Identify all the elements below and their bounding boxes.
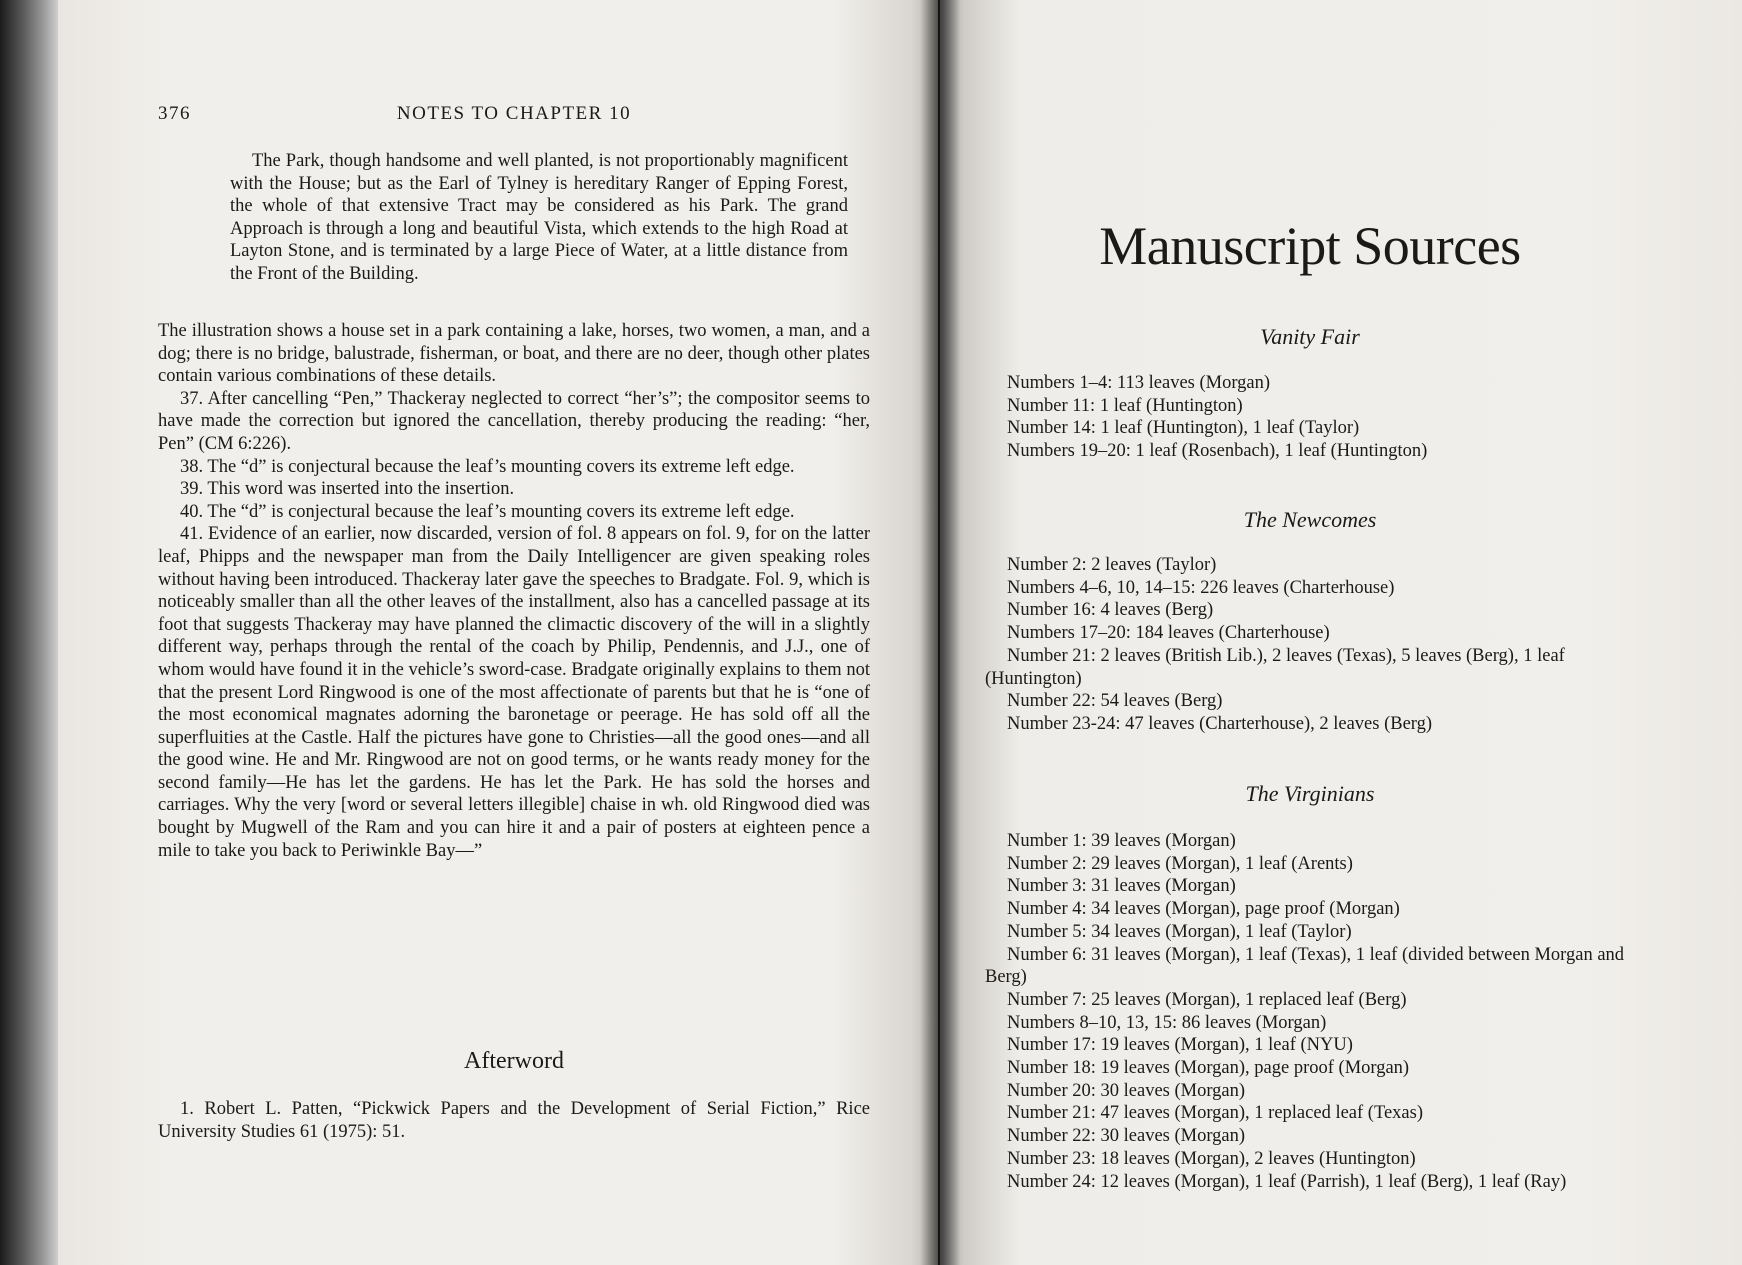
list-item: Number 14: 1 leaf (Huntington), 1 leaf (Taylor) — [1007, 418, 1360, 439]
list-item: Numbers 8–10, 13, 15: 86 leaves (Morgan) — [1007, 1012, 1327, 1033]
list-item: Number 3: 31 leaves (Morgan) — [1007, 876, 1236, 897]
list-item: Number 24: 12 leaves (Morgan), 1 leaf (Parrish), 1 leaf (Berg), 1 leaf (Ray) — [1007, 1171, 1567, 1192]
virginians-list — [985, 830, 1640, 1193]
list-item: Number 22: 54 leaves (Berg) — [1007, 691, 1223, 712]
newcomes-list — [985, 554, 1640, 736]
list-item: Numbers 4–6, 10, 14–15: 226 leaves (Charterhouse) — [1007, 577, 1395, 598]
list-item: Number 1: 39 leaves (Morgan) — [1007, 831, 1236, 851]
list-item: Number 23: 18 leaves (Morgan), 2 leaves (Huntington) — [1007, 1148, 1416, 1169]
afterword-heading: Afterword — [464, 1048, 564, 1074]
list-item: Number 17: 19 leaves (Morgan), 1 leaf (NYU) — [1007, 1035, 1353, 1056]
page-number: 376 — [158, 103, 191, 124]
list-item: Number 6: 31 leaves (Morgan), 1 leaf (Texas), 1 leaf (divided between Morgan and Berg) — [985, 944, 1625, 988]
list-item: Number 4: 34 leaves (Morgan), page proof (Morgan) — [1007, 899, 1400, 920]
note-41: 41. Evidence of an earlier, now discarded, version of fol. 8 appears on fol. 9, for on the latter leaf, Phipps and the newspaper man from the Daily Intelligencer are given speaking roles without having been introduced. Thackeray later gave the speeches to Bradgate. Fol. 9, which is noticeably smaller than all the other leaves of the installment, also has a cancelled passage at its foot that suggests Thackeray may have planned the climactic discovery of the will in a slightly different way, perhaps through the rental of the coach by Philip, Pendennis, and J.J., one of whom would have found it in the vehicle’s sword-case. Bradgate originally explains to them not that the present Lord Ringwood is one of the most affectionate of parents but that he is “one of the most economical magnates adorning the baronetage or peerage. He has sold off all the superfluities at the Castle. Half the pictures have gone to Christies—all the good ones—and all the good wine. He and Mr. Ringwood are not on good terms, or he wants ready money for the second family—He has let the gardens. He has let the Park. He has sold the horses and carriages. Why the very [word or several letters illegible] chaise in wh. old Ringwood died was bought by Mugwell of the Ram and you can hire it and a pair of posters at eighteen pence a mile to take you back to Periwinkle Bay—” — [158, 524, 870, 861]
list-item: Number 23-24: 47 leaves (Charterhouse), 2 leaves (Berg) — [1007, 713, 1433, 734]
vanity-fair-list — [985, 372, 1640, 463]
work-title-the-virginians: The Virginians — [1245, 781, 1375, 806]
work-title-vanity-fair: Vanity Fair — [1260, 324, 1360, 349]
note-38: 38. The “d” is conjectural because the leaf’s mounting covers its extreme left edge. — [180, 456, 795, 477]
note-39: 39. This word was inserted into the insertion. — [180, 479, 515, 500]
notes-section — [158, 320, 870, 862]
list-item: Number 18: 19 leaves (Morgan), page proof (Morgan) — [1007, 1058, 1410, 1079]
book-gutter — [920, 0, 960, 1265]
list-item: Number 7: 25 leaves (Morgan), 1 replaced leaf (Berg) — [1007, 989, 1407, 1010]
list-item: Number 2: 29 leaves (Morgan), 1 leaf (Arents) — [1007, 853, 1353, 874]
book-edge-shadow — [0, 0, 58, 1265]
work-title-the-newcomes: The Newcomes — [1243, 507, 1377, 532]
block-quote-text: The Park, though handsome and well planted, is not proportionably magnificent with the House; but as the Earl of Tylney is hereditary Ranger of Epping Forest, the whole of that extensive Tract may be considered as his Park. The grand Approach is through a long and beautiful Vista, which extends to the high Road at Layton Stone, and is terminated by a large Piece of Water, at a little distance from the Front of the Building. — [230, 151, 848, 284]
list-item: Numbers 17–20: 184 leaves (Charterhouse) — [1007, 623, 1330, 644]
afterword-notes — [158, 1098, 870, 1143]
note-40: 40. The “d” is conjectural because the leaf’s mounting covers its extreme left edge. — [180, 501, 795, 522]
illustration-paragraph: The illustration shows a house set in a park containing a lake, horses, two women, a man, and a dog; there is no bridge, balustrade, fisherman, or boat, and there are no deer, though other plates contain various combinations of these details. — [158, 321, 870, 387]
list-item: Number 20: 30 leaves (Morgan) — [1007, 1080, 1246, 1101]
list-item: Numbers 1–4: 113 leaves (Morgan) — [1007, 373, 1271, 393]
afterword-note-1: 1. Robert L. Patten, “Pickwick Papers and the Development of Serial Fiction,” Rice University Studies 61 (1975): 51. — [158, 1099, 870, 1142]
list-item: Number 21: 47 leaves (Morgan), 1 replaced leaf (Texas) — [1007, 1103, 1423, 1124]
page-title: Manuscript Sources — [1099, 216, 1521, 276]
list-item: Number 22: 30 leaves (Morgan) — [1007, 1126, 1246, 1147]
list-item: Number 16: 4 leaves (Berg) — [1007, 600, 1214, 621]
list-item: Number 21: 2 leaves (British Lib.), 2 leaves (Texas), 5 leaves (Berg), 1 leaf (Huntington) — [985, 645, 1565, 689]
list-item: Number 5: 34 leaves (Morgan), 1 leaf (Taylor) — [1007, 921, 1352, 942]
block-quote — [230, 150, 848, 286]
list-item: Numbers 19–20: 1 leaf (Rosenbach), 1 leaf (Huntington) — [1007, 441, 1428, 462]
note-37: 37. After cancelling “Pen,” Thackeray neglected to correct “her’s”; the compositor seems to have made the correction but ignored the cancellation, thereby producing the reading: “her, Pen” (CM 6:226). — [158, 388, 870, 454]
list-item: Number 11: 1 leaf (Huntington) — [1007, 395, 1243, 416]
running-title: NOTES TO CHAPTER 10 — [396, 103, 632, 124]
list-item: Number 2: 2 leaves (Taylor) — [1007, 555, 1217, 575]
